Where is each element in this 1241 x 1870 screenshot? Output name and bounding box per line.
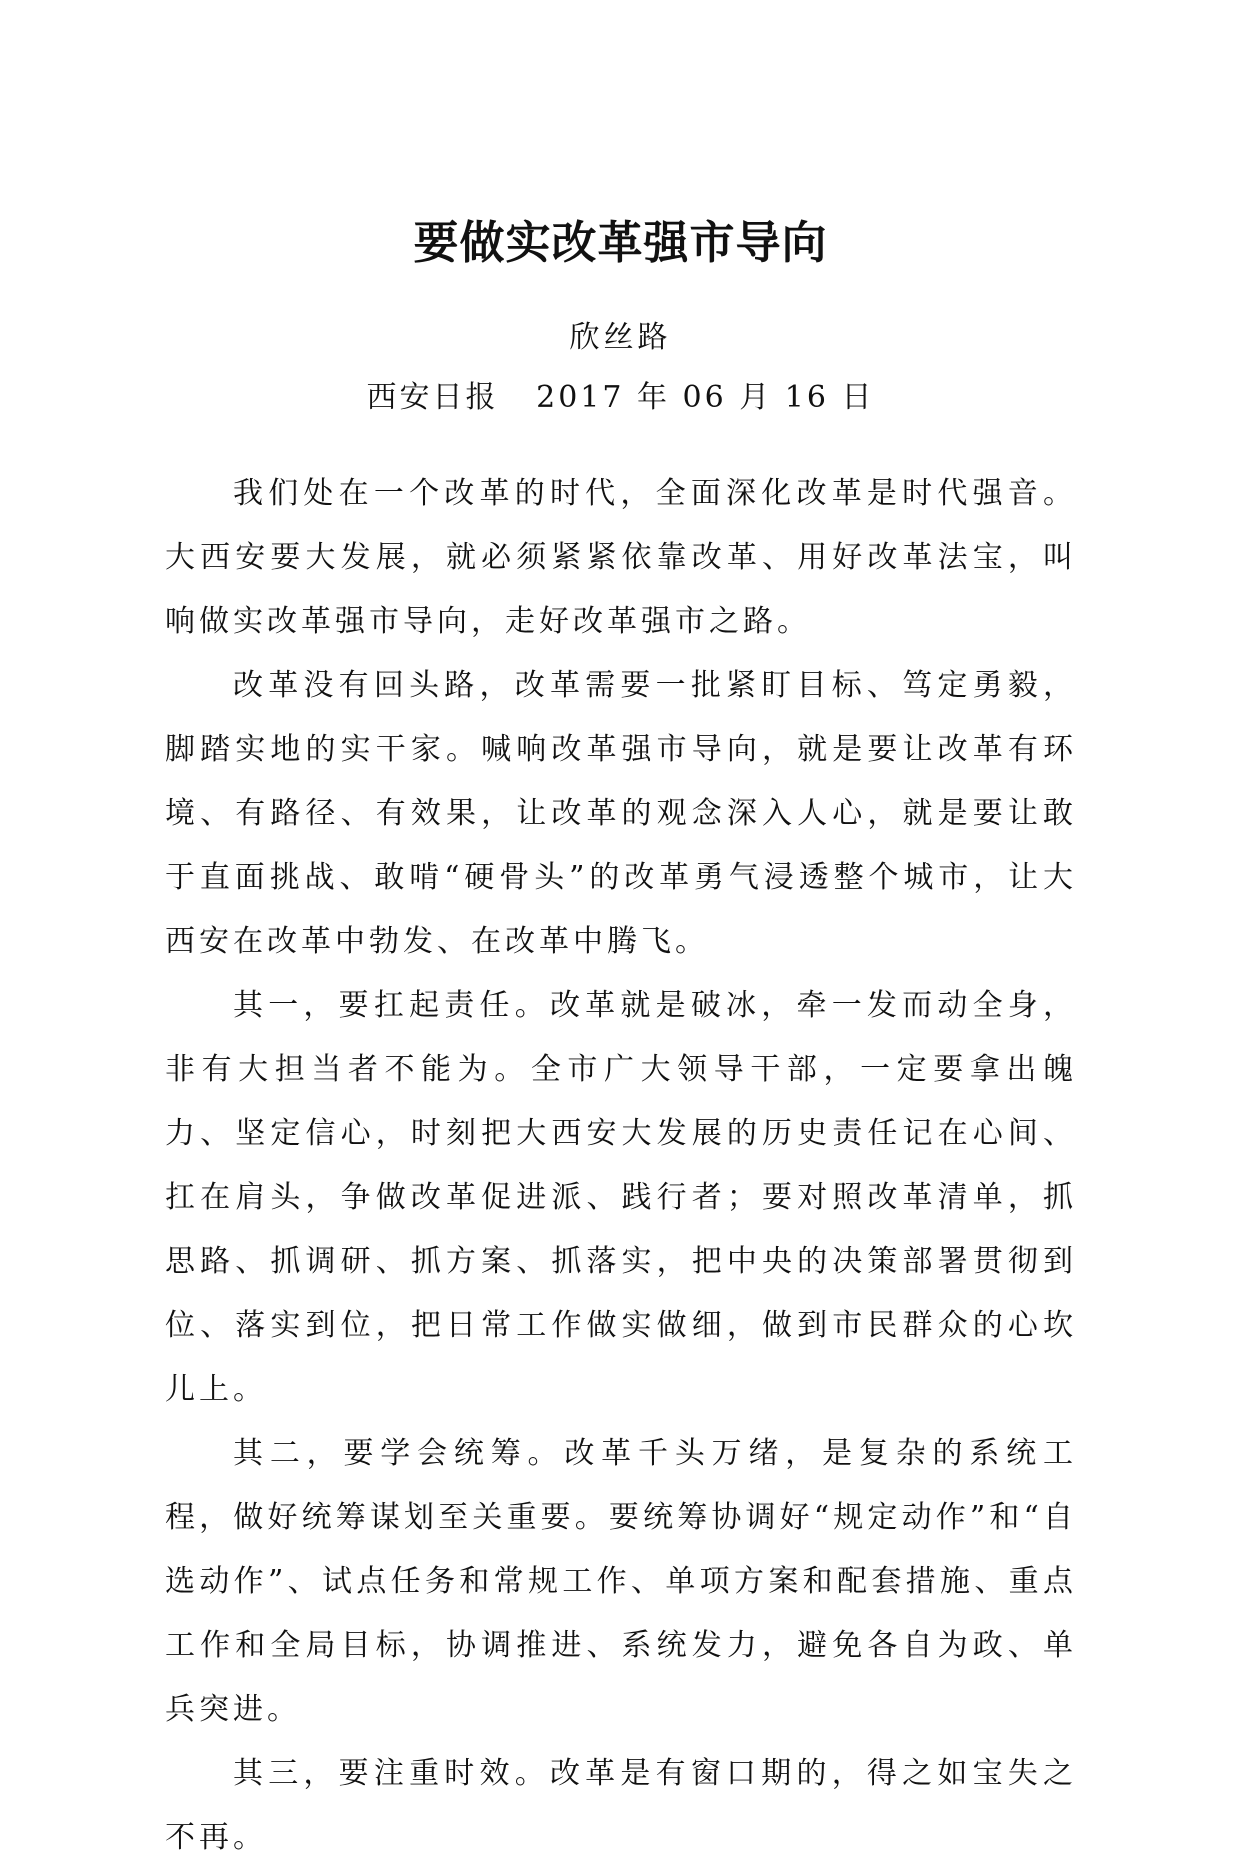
paragraph: 其三，要注重时效。改革是有窗口期的，得之如宝失之不再。 [165,1756,1077,1855]
article-source-date: 西安日报 2017 年 06 月 16 日 [366,380,875,415]
paragraph: 其一，要扛起责任。改革就是破冰，牵一发而动全身，非有大担当者不能为。全市广大领导干部，一定要拿出魄力、坚定信心，时刻把大西安大发展的历史责任记在心间、扛在肩头，争做改革促进派、践行者；要对照改革清单，抓思路、抓调研、抓方案、抓落实，把中央的决策部署贯彻到位、落实到位，把日常工作做实做细，做到市民群众的心坎儿上。 [165,988,1077,1407]
article-author: 欣丝路 [569,320,672,355]
article-title: 要做实改革强市导向 [413,216,828,269]
paragraph: 我们处在一个改革的时代，全面深化改革是时代强音。大西安要大发展，就必须紧紧依靠改革、用好改革法宝，叫响做实改革强市导向，走好改革强市之路。 [165,476,1077,639]
paragraph: 其二，要学会统筹。改革千头万绪，是复杂的系统工程，做好统筹谋划至关重要。要统筹协调好“规定动作”和“自选动作”、试点任务和常规工作、单项方案和配套措施、重点工作和全局目标，协调推进、系统发力，避免各自为政、单兵突进。 [165,1436,1077,1727]
paragraph: 改革没有回头路，改革需要一批紧盯目标、笃定勇毅，脚踏实地的实干家。喊响改革强市导向，就是要让改革有环境、有路径、有效果，让改革的观念深入人心，就是要让敢于直面挑战、敢啃“硬骨头”的改革勇气浸透整个城市，让大西安在改革中勃发、在改革中腾飞。 [165,668,1077,959]
article-body [165,462,1077,1870]
